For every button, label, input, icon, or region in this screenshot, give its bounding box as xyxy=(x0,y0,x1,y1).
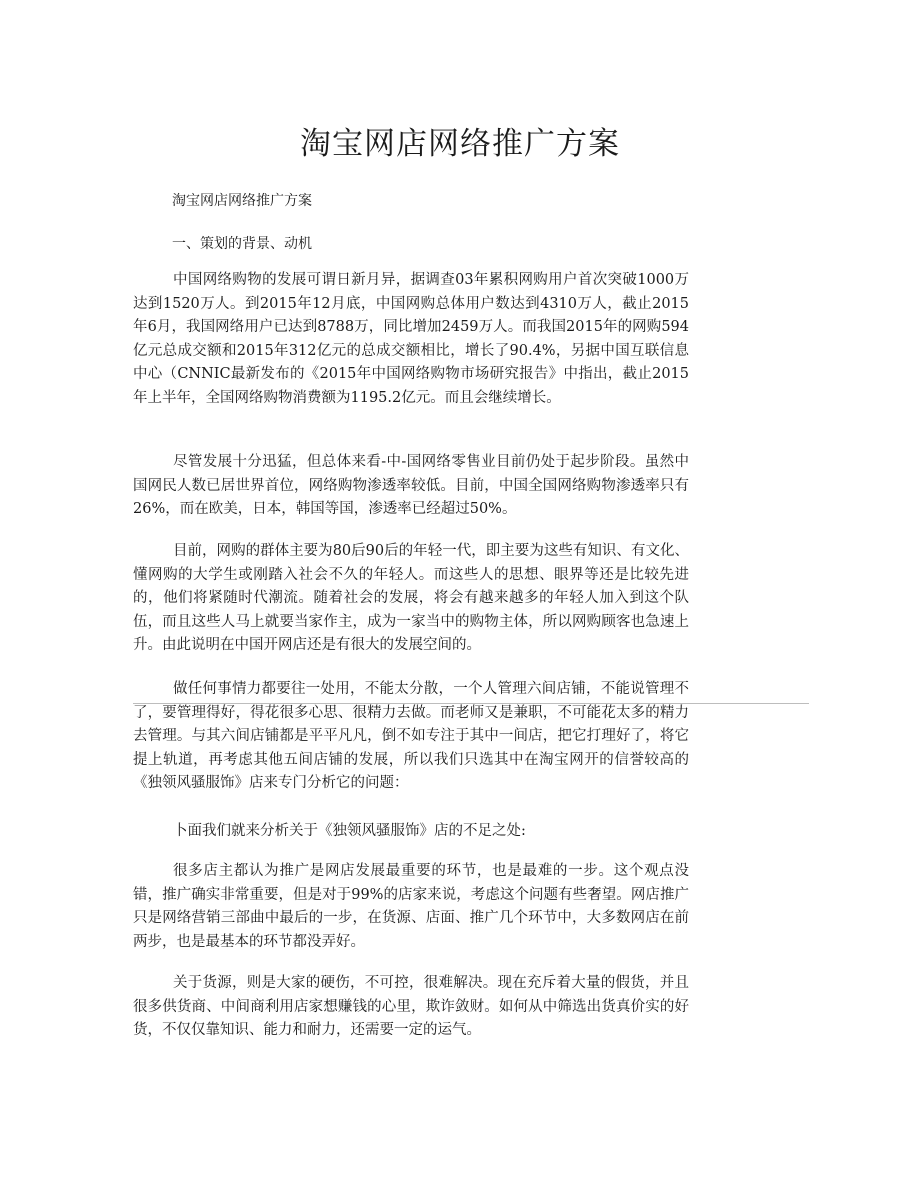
paragraph-young-shoppers: 目前，网购的群体主要为80后90后的年轻一代，即主要为这些有知识、有文化、懂网购的大学生或刚踏入社会不久的年轻人。而这些人的思想、眼界等还是比较先进的，他们将紧随时代潮流。随着社会的发展，将会有越来越多的年轻人加入到这个队伍，而且这些人马上就要当家作主，成为一家当中的购物主体，所以网购顾客也急速上升。由此说明在中国开网店还是有很大的发展空间的。 xyxy=(133,543,689,654)
paragraph-promotion-importance: 很多店主都认为推广是网店发展最重要的环节，也是最难的一步。这个观点没错，推广确实非常重要，但是对于99%的店家来说，考虑这个问题有些奢望。网店推广只是网络营销三部曲中最后的一步，在货源、店面、推广几个环节中，大多数网店在前两步，也是最基本的环节都没弄好。 xyxy=(133,863,689,950)
paragraph-market-growth: 中国网络购物的发展可谓日新月异，据调查03年累积网购用户首次突破1000万达到1520万人。到2015年12月底，中国网购总体用户数达到4310万人，截止2015年6月，我国网络用户已达到8788万，同比增加2459万人。而我国2015年的网购594亿元总成交额和2015年312亿元的总成交额相比，增长了90.4%，另据中国互联信息中心（CNNIC最新发布的《2015年中国网络购物市场研究报告》中指出，截止2015年上半年，全国网络购物消费额为1195.2亿元。而且会继续增长。 xyxy=(133,272,689,406)
paragraph-focus-one-store: 做任何事情力都要往一处用，不能太分散，一个人管理六间店铺，不能说管理不了，要管理得好，得花很多心思、很精力去做。而老师又是兼职，不可能花太多的精力去管理。与其六间店铺都是平平凡凡，倒不如专注于其中一间店，把它打理好了，将它提上轨道，再考虑其他五间店铺的发展，所以我们只选其中在淘宝网开的信誉较高的《独领风骚服饰》店来专门分析它的问题： xyxy=(133,681,689,792)
paragraph-supply-source: 关于货源，则是大家的硬伤，不可控，很难解决。现在充斥着大量的假货，并且很多供货商、中间商利用店家想赚钱的心里，欺诈敛财。如何从中筛选出货真价实的好货，不仅仅靠知识、能力和耐力，还需要一定的运气。 xyxy=(133,975,689,1039)
document-subtitle: 淘宝网店网络推广方案 xyxy=(172,193,312,209)
paragraph-penetration-rate: 尽管发展十分迅猛，但总体来看-中-国网络零售业目前仍处于起步阶段。虽然中国网民人数已居世界首位，网络购物渗透率较低。目前，中国全国网络购物渗透率只有26%，而在欧美，日本，韩国等国，渗透率已经超过50%。 xyxy=(133,454,689,518)
section-heading: 一、策划的背景、动机 xyxy=(172,236,312,252)
document-title: 淘宝网店网络推广方案 xyxy=(300,126,620,162)
paragraph-store-shortcomings-intro: 卜面我们就来分析关于《独领风骚服饰》店的不足之处: xyxy=(173,823,526,839)
horizontal-rule xyxy=(133,703,809,704)
